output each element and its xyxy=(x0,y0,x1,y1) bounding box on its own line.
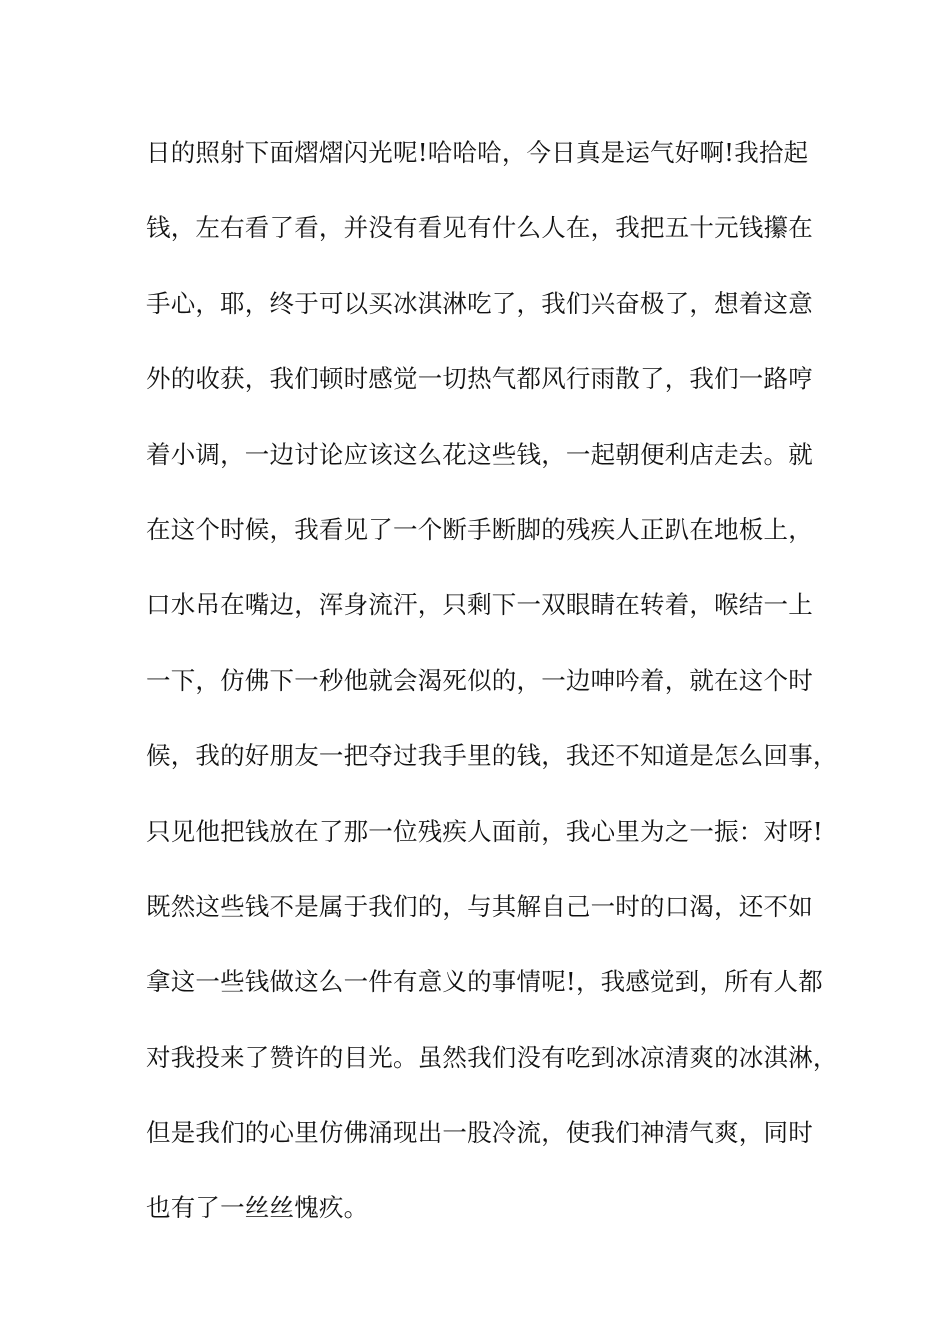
text-line: 既然这些钱不是属于我们的，与其解自己一时的口渴，还不如 xyxy=(146,891,813,921)
text-line: 钱，左右看了看，并没有看见有什么人在，我把五十元钱攥在 xyxy=(146,213,813,243)
text-line: 一下，仿佛下一秒他就会渴死似的，一边呻吟着，就在这个时 xyxy=(146,665,813,695)
text-line: 只见他把钱放在了那一位残疾人面前，我心里为之一振：对呀! xyxy=(146,816,823,846)
text-line: 对我投来了赞许的目光。虽然我们没有吃到冰凉清爽的冰淇淋， xyxy=(146,1042,838,1072)
text-line: 但是我们的心里仿佛涌现出一股冷流，使我们神清气爽，同时 xyxy=(146,1118,813,1148)
text-line: 日的照射下面熠熠闪光呢!哈哈哈，今日真是运气好啊!我拾起 xyxy=(146,138,809,167)
text-line: 着小调，一边讨论应该这么花这些钱，一起朝便利店走去。就 xyxy=(146,439,813,469)
text-line: 外的收获，我们顿时感觉一切热气都风行雨散了，我们一路哼 xyxy=(146,364,813,394)
text-line: 也有了一丝丝愧疚。 xyxy=(146,1193,369,1223)
text-line: 在这个时候，我看见了一个断手断脚的残疾人正趴在地板上， xyxy=(146,514,813,544)
text-line: 手心，耶，终于可以买冰淇淋吃了，我们兴奋极了，想着这意 xyxy=(146,288,813,318)
essay-paragraph xyxy=(146,133,836,1264)
text-line: 候，我的好朋友一把夺过我手里的钱，我还不知道是怎么回事， xyxy=(146,741,838,771)
text-line: 口水吊在嘴边，浑身流汗，只剩下一双眼睛在转着，喉结一上 xyxy=(146,590,813,620)
text-line: 拿这一些钱做这么一件有意义的事情呢!，我感觉到，所有人都 xyxy=(146,967,823,997)
